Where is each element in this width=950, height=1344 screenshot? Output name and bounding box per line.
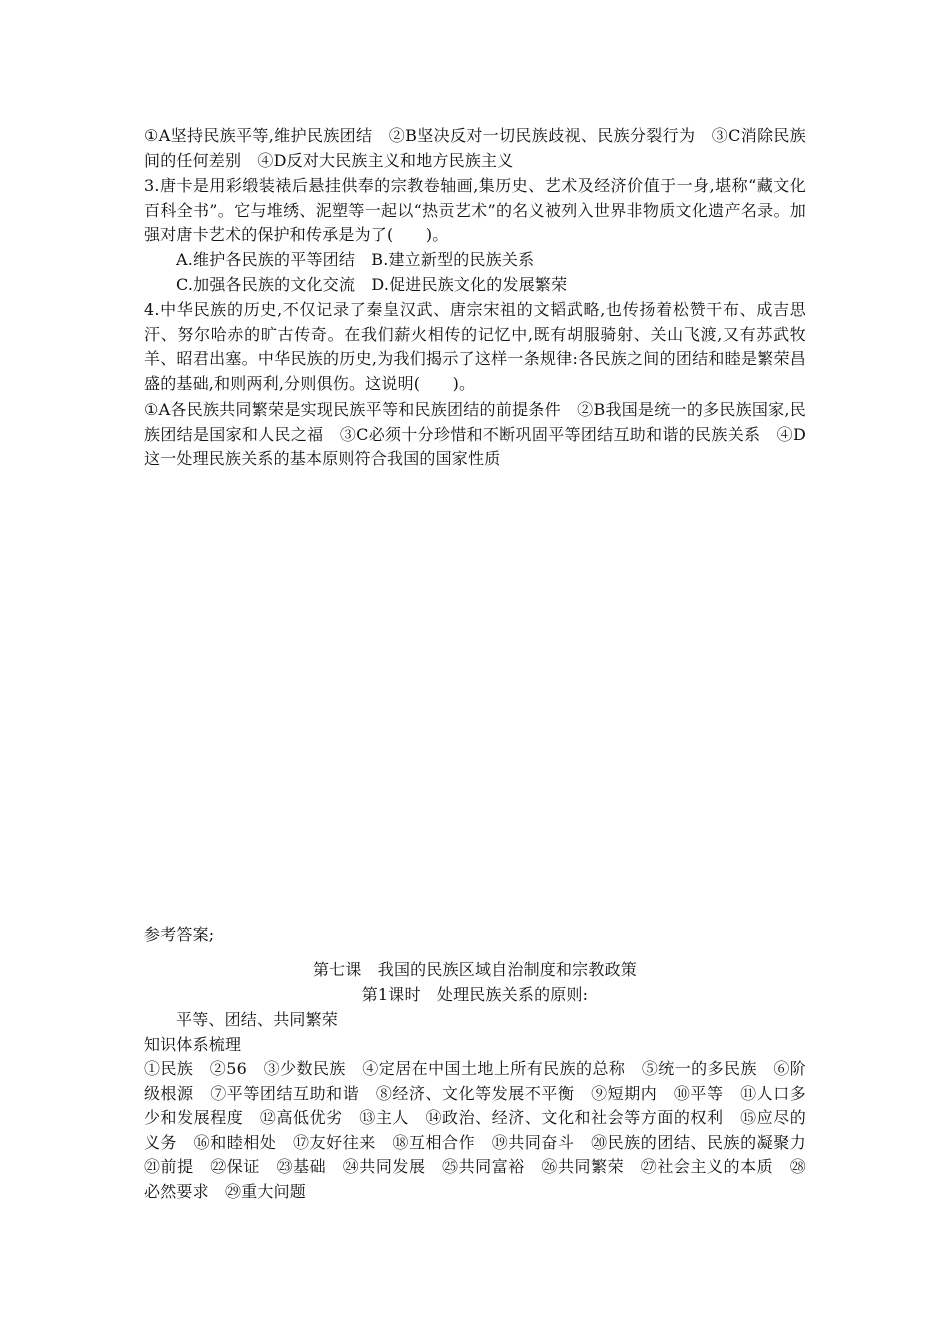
- period-title: 第1课时 处理民族关系的原则:: [361, 985, 589, 1004]
- lesson-title: 第七课 我国的民族区域自治制度和宗教政策: [312, 960, 637, 979]
- q3-options-row-1: A.维护各民族的平等团结 B.建立新型的民族关系: [176, 250, 535, 269]
- section-title: 知识体系梳理: [144, 1035, 242, 1054]
- answers-heading: 参考答案;: [144, 925, 215, 944]
- q4-stem: 4.中华民族的历史,不仅记录了秦皇汉武、唐宗宋祖的文韬武略,也传扬着松赞干布、成吉思汗、努尔哈赤的旷古传奇。在我们薪火相传的记忆中,既有胡服骑射、关山飞渡,又有苏武牧羊、昭君出塞。中华民族的历史,为我们揭示了这样一条规律:各民族之间的团结和睦是繁荣昌盛的基础,和则两利,分则俱伤。这说明( )。: [144, 300, 806, 393]
- q4-options: ①A各民族共同繁荣是实现民族平等和民族团结的前提条件 ②B我国是统一的多民族国家,民族团结是国家和人民之福 ③C必须十分珍惜和不断巩固平等团结互助和谐的民族关系 ④D这一处理民族关系的基本原则符合我国的国家性质: [144, 400, 806, 468]
- q2-options: ①A坚持民族平等,维护民族团结 ②B坚决反对一切民族歧视、民族分裂行为 ③C消除民族间的任何差别 ④D反对大民族主义和地方民族主义: [144, 126, 806, 170]
- period-subtitle: 平等、团结、共同繁荣: [176, 1010, 339, 1029]
- q3-stem: 3.唐卡是用彩缎装裱后悬挂供奉的宗教卷轴画,集历史、艺术及经济价值于一身,堪称“藏文化百科全书”。它与堆绣、泥塑等一起以“热贡艺术”的名义被列入世界非物质文化遗产名录。加强对唐卡艺术的保护和传承是为了( )。: [144, 176, 806, 244]
- q3-options-row-2: C.加强各民族的文化交流 D.促进民族文化的发展繁荣: [176, 275, 568, 294]
- answer-key-body: ①民族 ②56 ③少数民族 ④定居在中国土地上所有民族的总称 ⑤统一的多民族 ⑥阶级根源 ⑦平等团结互助和谐 ⑧经济、文化等发展不平衡 ⑨短期内 ⑩平等 ⑪人口多少和发展程度 ⑫高低优劣 ⑬主人 ⑭政治、经济、文化和社会等方面的权利 ⑮应尽的义务 ⑯和睦相处 ⑰友好往来 ⑱互相合作 ⑲共同奋斗 ⑳民族的团结、民族的凝聚力 ㉑前提 ㉒保证 ㉓基础 ㉔共同发展 ㉕共同富裕 ㉖共同繁荣 ㉗社会主义的本质 ㉘必然要求 ㉙重大问题: [144, 1059, 823, 1201]
